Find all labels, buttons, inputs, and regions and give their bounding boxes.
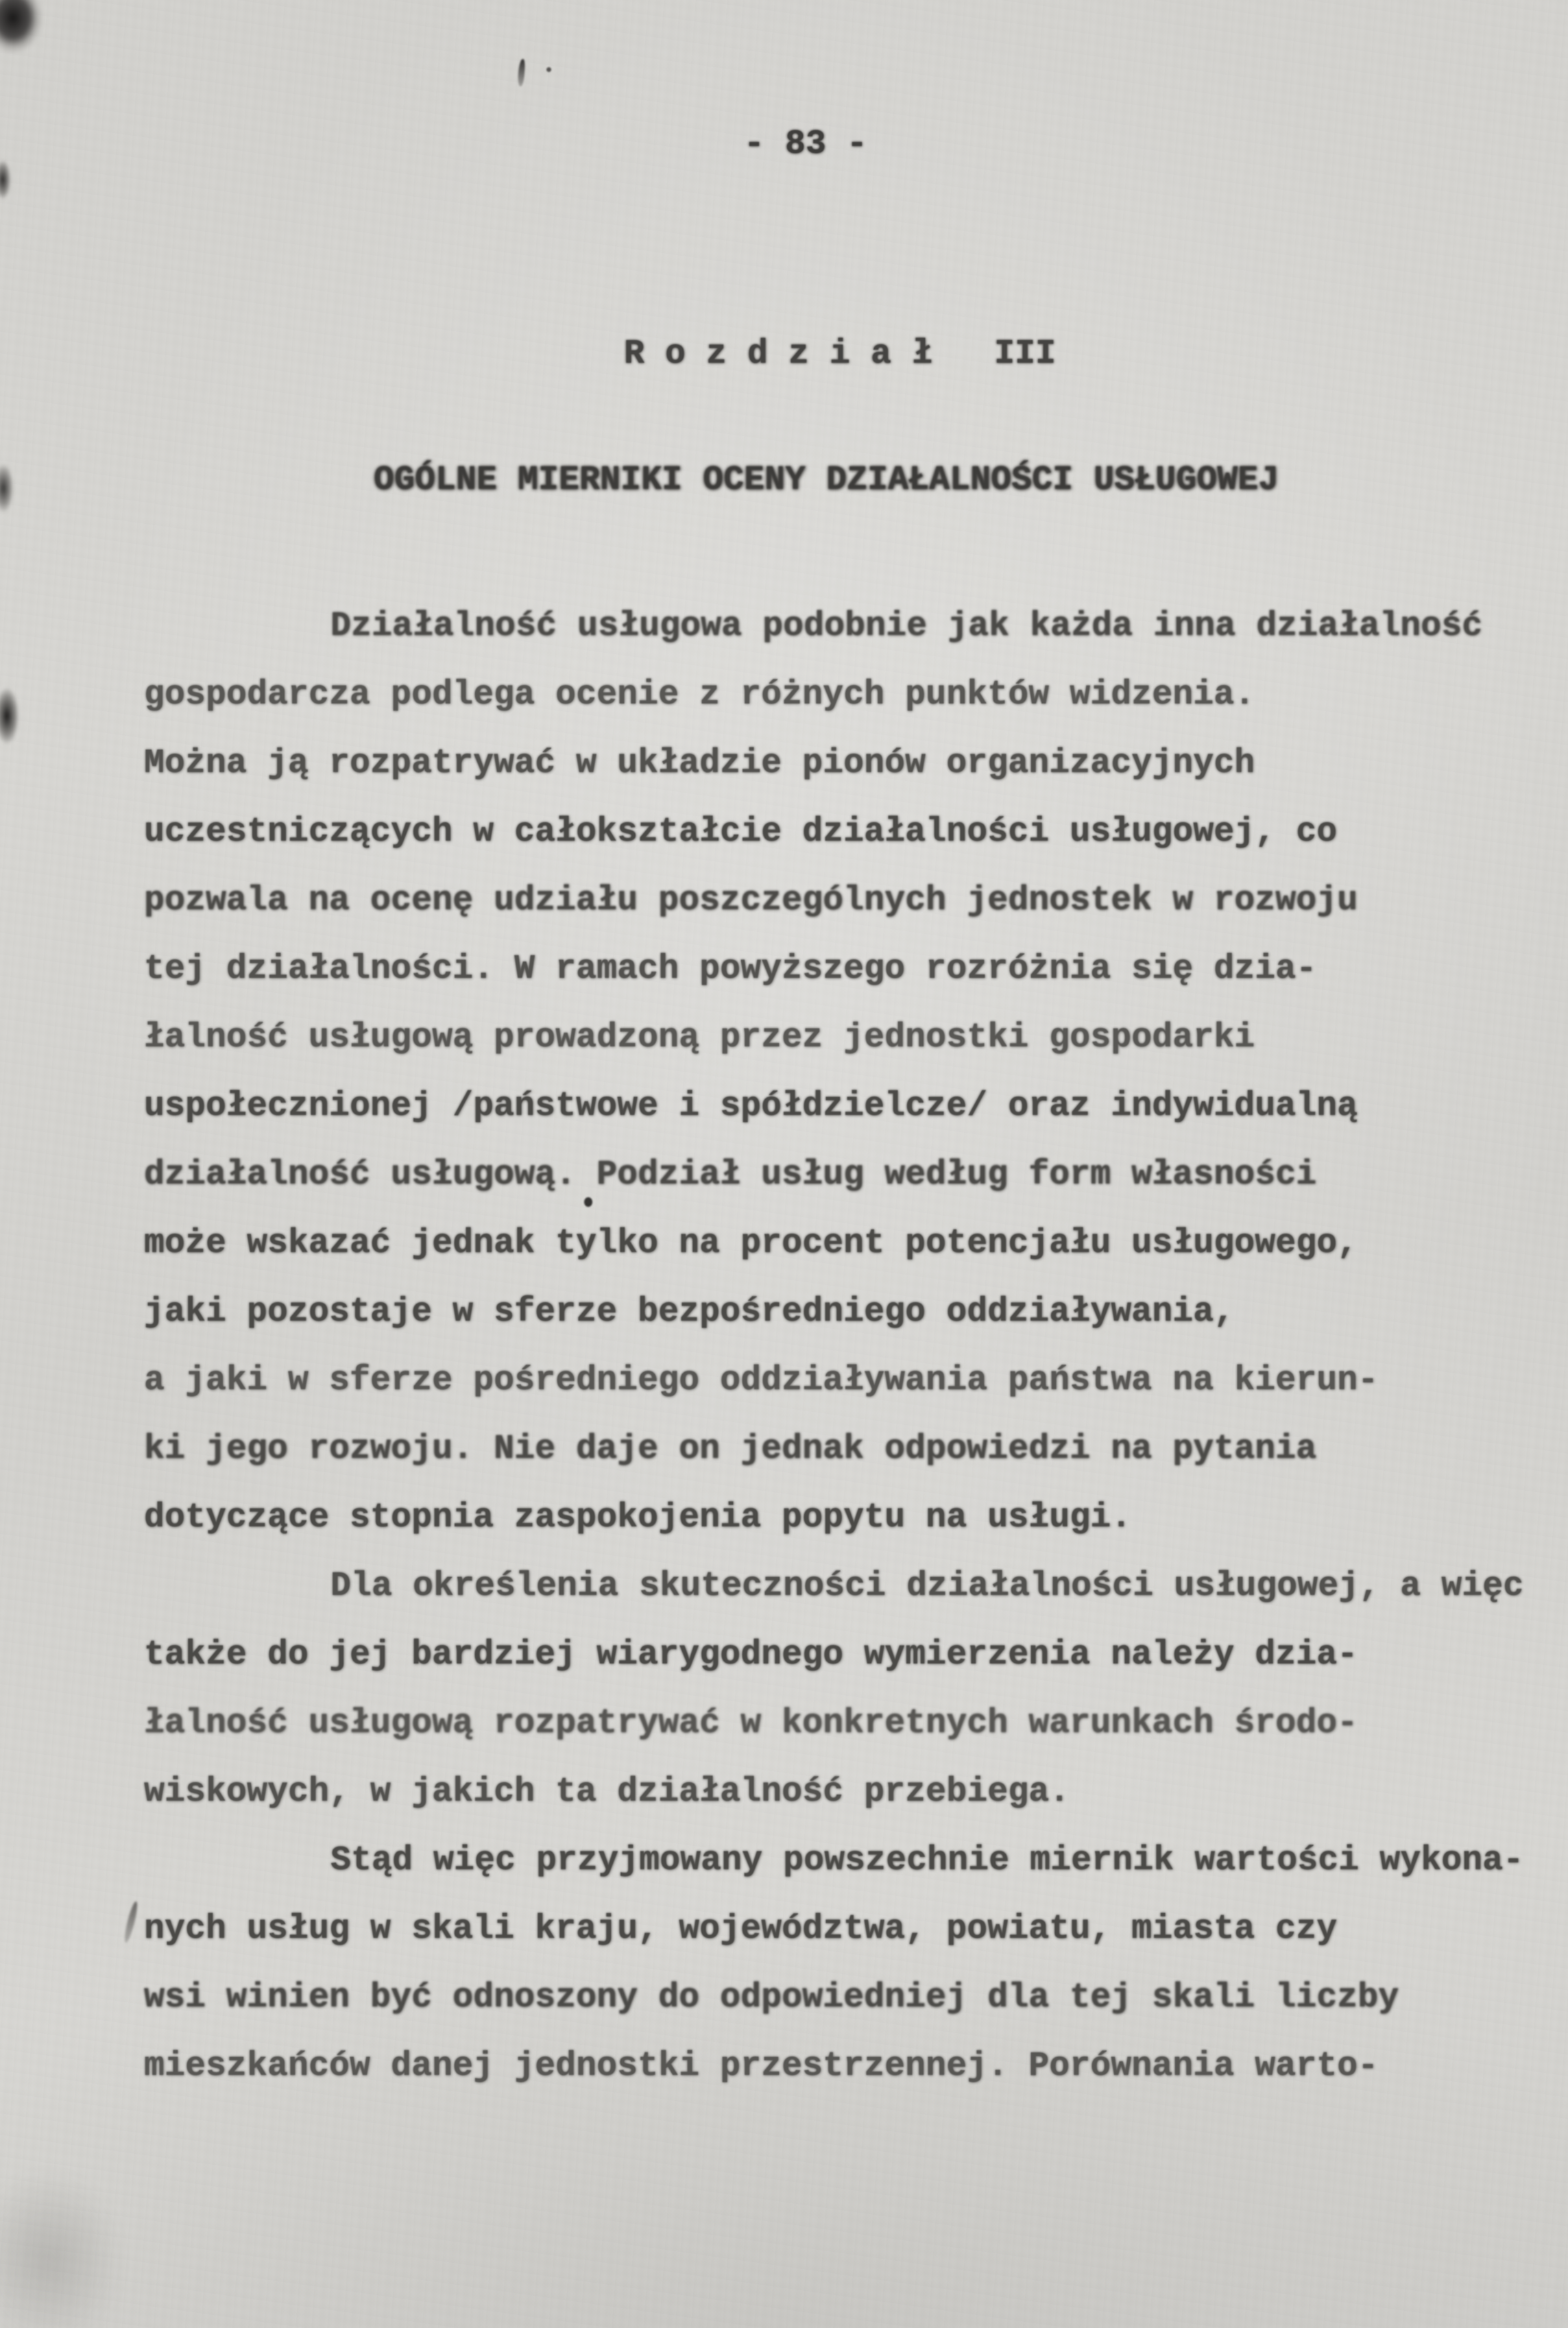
body-line: mieszkańców danej jednostki przestrzennej. Porównania warto- [144,2047,1379,2086]
body-line: może wskazać jednak tylko na procent potencjału usługowego, [144,1224,1358,1263]
body-line: Działalność usługowa podobnie jak każda inna działalność [330,607,1483,646]
body-line: działalność usługową. Podział usług według form własności [144,1155,1317,1195]
body-line: a jaki w sferze pośredniego oddziaływania państwa na kierun- [144,1361,1379,1400]
body-line: uspołecznionej /państwowe i spółdzielcze/ oraz indywidualną [144,1087,1358,1126]
edge-ink-smudge [0,464,14,513]
body-line: jaki pozostaje w sferze bezpośredniego oddziaływania, [144,1293,1235,1332]
body-line: Można ją rozpatrywać w układzie pionów organizacyjnych [144,744,1255,783]
body-line: łalność usługową rozpatrywać w konkretnych warunkach środo- [144,1704,1358,1743]
body-line: Stąd więc przyjmowany powszechnie miernik wartości wykona- [330,1841,1524,1880]
page-number: - 83 - [744,125,868,164]
body-line: ki jego rozwoju. Nie daje on jednak odpowiedzi na pytania [144,1430,1317,1469]
section-heading: OGÓLNE MIERNIKI OCENY DZIAŁALNOŚCI USŁUGOWEJ [374,461,1279,500]
body-line: tej działalności. W ramach powyższego rozróżnia się dzia- [144,950,1317,989]
body-line: gospodarcza podlega ocenie z różnych punktów widzenia. [144,675,1255,715]
body-line: nych usług w skali kraju, województwa, powiatu, miasta czy [144,1910,1338,1949]
body-line: Dla określenia skuteczności działalności usługowej, a więc [330,1567,1524,1606]
body-text [144,607,1524,2115]
scan-shadow [0,2170,123,2328]
corner-ink-stain [0,0,43,53]
body-line: uczestniczących w całokształcie działalności usługowej, co [144,813,1338,852]
body-line: także do jej bardziej wiarygodnego wymierzenia należy dzia- [144,1635,1358,1675]
stray-pen-mark [123,1901,140,1944]
chapter-heading: R o z d z i a ł III [624,335,1057,374]
body-line: łalność usługową prowadzoną przez jednostki gospodarki [144,1018,1255,1057]
body-line: pozwala na ocenę udziału poszczególnych jednostek w rozwoju [144,881,1358,920]
stray-pen-tick [518,59,526,87]
body-line: wiskowych, w jakich ta działalność przebiega. [144,1773,1070,1812]
edge-ink-smudge [0,687,19,745]
body-line: wsi winien być odnoszony do odpowiedniej dla tej skali liczby [144,1978,1399,2017]
ink-speck [546,67,551,72]
body-line: dotyczące stopnia zaspokojenia popytu na usługi. [144,1498,1132,1537]
edge-ink-smudge [0,160,11,200]
